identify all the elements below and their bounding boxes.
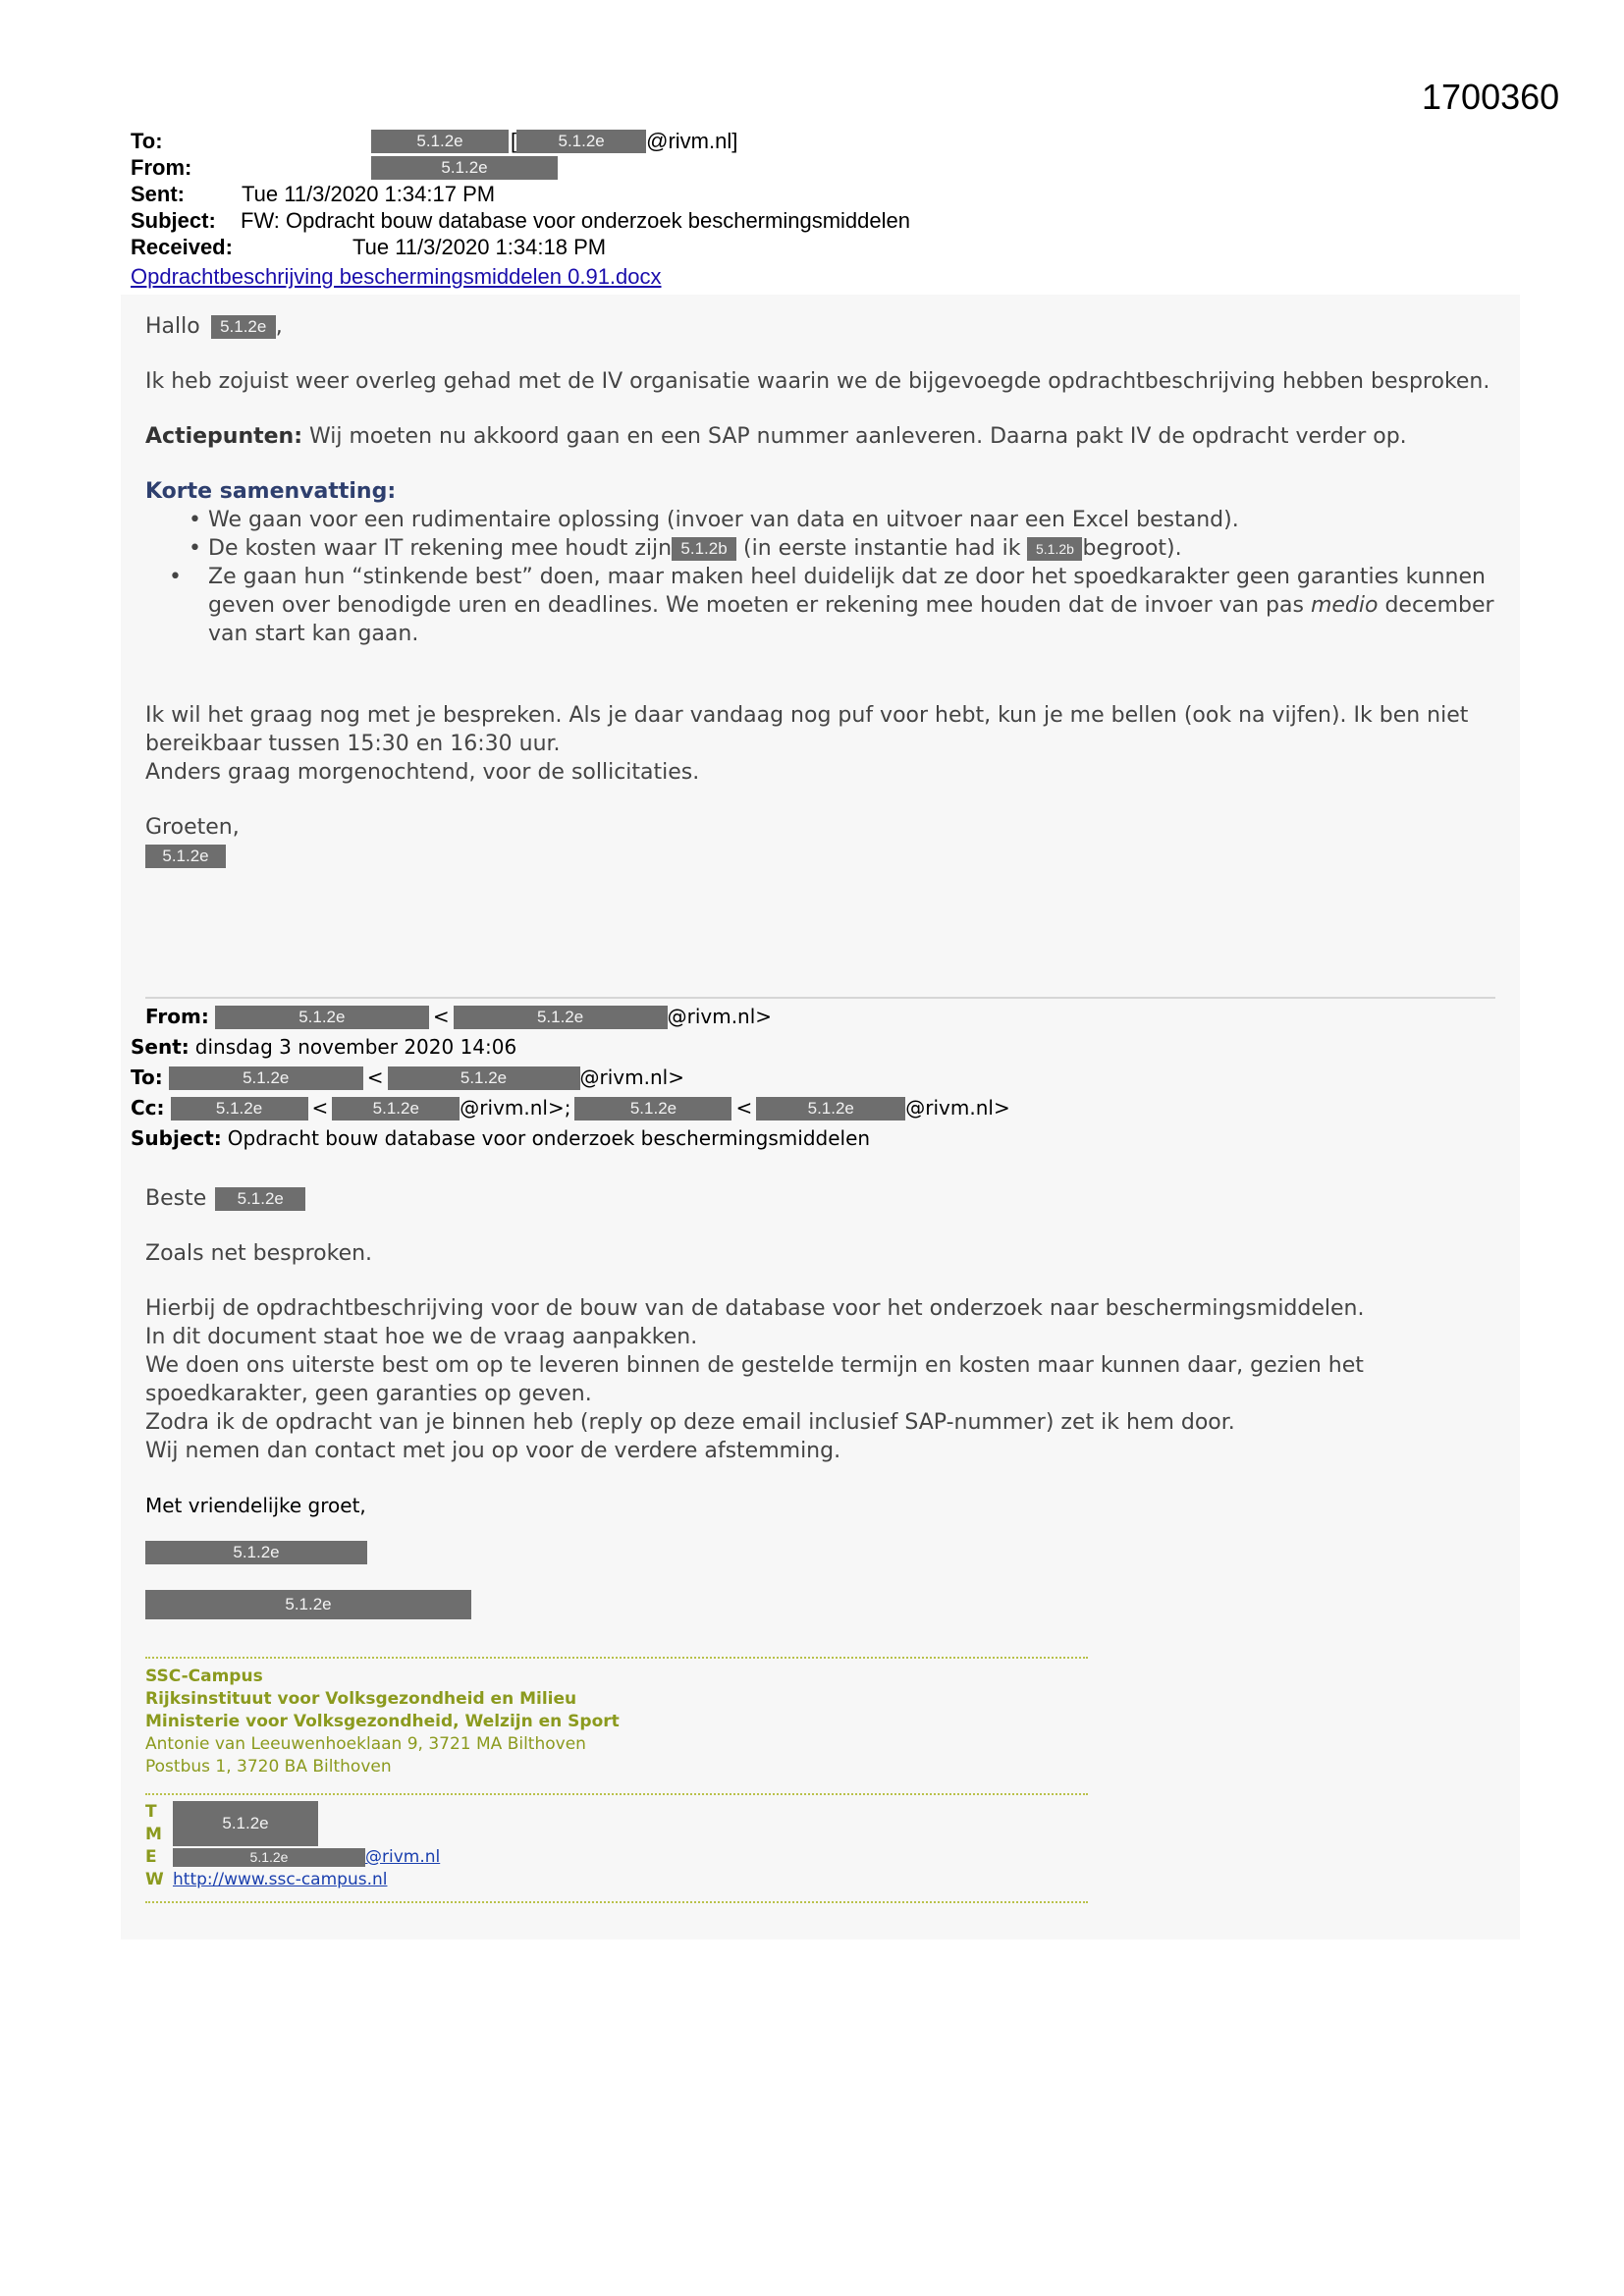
actions-paragraph: [145, 422, 1505, 451]
bullet-emphasis: medio: [1310, 593, 1379, 618]
attachment-link[interactable]: Opdrachtbeschrijving beschermingsmiddelen 0.91.docx: [131, 264, 662, 289]
original-paragraph: In dit document staat hoe we de vraag aanpakken.: [145, 1325, 698, 1349]
from-label: From:: [145, 1005, 209, 1028]
signature-contact: [145, 1801, 440, 1891]
contact-label: E: [145, 1847, 157, 1867]
reply-greeting: [145, 312, 1505, 341]
redaction-box: 5.1.2b: [1027, 537, 1082, 561]
header-sent-row: [131, 181, 910, 207]
redaction-box: 5.1.2b: [672, 537, 736, 561]
subject-value: FW: Opdracht bouw database voor onderzoek beschermingsmiddelen: [241, 208, 910, 233]
signature-divider: [145, 1901, 1088, 1903]
signature-block: [145, 1666, 620, 1778]
redaction-box: 5.1.2e: [371, 156, 558, 180]
original-paragraph: Zoals net besproken.: [145, 1241, 373, 1266]
original-message: [145, 1184, 1505, 1619]
from-domain: @rivm.nl>: [667, 1005, 773, 1028]
cc-domain: @rivm.nl>: [905, 1096, 1010, 1120]
list-item: [189, 563, 1505, 648]
signature-org: SSC-Campus: [145, 1667, 263, 1686]
to-domain: @rivm.nl>: [579, 1066, 684, 1089]
original-title: [145, 1590, 1505, 1619]
angle-bracket: <: [311, 1096, 329, 1120]
contact-row-w: [145, 1869, 440, 1891]
forward-subject-row: [131, 1123, 1010, 1154]
angle-bracket: <: [366, 1066, 384, 1089]
sent-value: dinsdag 3 november 2020 14:06: [194, 1035, 517, 1059]
redaction-box: 5.1.2e: [454, 1006, 668, 1029]
redaction-box: 5.1.2e: [173, 1801, 318, 1846]
received-value: Tue 11/3/2020 1:34:18 PM: [352, 235, 607, 259]
original-paragraph: We doen ons uiterste best om op te leveren binnen de gestelde termijn en kosten maar kunnen daar, gezien het spoedkarakter, geen garanties op geven.: [145, 1353, 1364, 1406]
redaction-box: 5.1.2e: [145, 845, 226, 868]
signature-org: Rijksinstituut voor Volksgezondheid en Milieu: [145, 1689, 577, 1709]
sent-value: Tue 11/3/2020 1:34:17 PM: [242, 182, 496, 206]
header-subject-row: [131, 207, 910, 234]
bullet-text: december van start kan gaan.: [208, 593, 1494, 646]
original-closing: Met vriendelijke groet,: [145, 1494, 366, 1517]
bullet-text: De kosten waar IT rekening mee houdt zijn: [208, 536, 673, 561]
contact-label: W: [145, 1870, 164, 1889]
reply-paragraph: Ik heb zojuist weer overleg gehad met de IV organisatie waarin we de bijgevoegde opdrachtbeschrijving hebben besproken.: [145, 369, 1490, 394]
sent-label: Sent:: [131, 182, 185, 206]
document-number: 1700360: [1422, 77, 1560, 117]
angle-bracket: <: [432, 1005, 450, 1028]
redaction-box: 5.1.2e: [169, 1066, 363, 1090]
subject-label: Subject:: [131, 208, 216, 233]
signature-address: Postbus 1, 3720 BA Bilthoven: [145, 1757, 392, 1777]
redaction-box: 5.1.2e: [516, 130, 646, 153]
reply-message: [145, 312, 1505, 870]
subject-label: Subject:: [131, 1126, 222, 1150]
sent-label: Sent:: [131, 1035, 189, 1059]
contact-label: M: [145, 1825, 162, 1844]
redaction-box: 5.1.2e: [371, 130, 509, 153]
email-header: [131, 128, 910, 260]
forward-from-row: [131, 1002, 1010, 1032]
original-paragraph: Zodra ik de opdracht van je binnen heb (reply op deze email inclusief SAP-nummer) zet ik hem door.: [145, 1410, 1235, 1435]
redaction-box: 5.1.2e: [171, 1097, 308, 1121]
bullet-text: (in eerste instantie had ik: [736, 536, 1028, 561]
bullet-text: begroot).: [1082, 536, 1182, 561]
redaction-box: 5.1.2e: [145, 1541, 367, 1564]
cc-domain: @rivm.nl>;: [460, 1096, 571, 1120]
greeting-comma: ,: [275, 314, 283, 339]
forward-sent-row: [131, 1032, 1010, 1063]
contact-label: T: [145, 1802, 157, 1822]
actions-label: Actiepunten:: [145, 424, 303, 449]
summary-heading: Korte samenvatting:: [145, 479, 397, 504]
cc-label: Cc:: [131, 1096, 165, 1120]
list-item: • We gaan voor een rudimentaire oplossing (invoer van data en uitvoer naar een Excel bestand).: [208, 506, 1505, 534]
list-item: [208, 534, 1505, 563]
to-label: To:: [131, 1066, 163, 1089]
redaction-box: 5.1.2e: [215, 1187, 305, 1211]
redaction-box: 5.1.2e: [756, 1097, 905, 1121]
redaction-box: 5.1.2e: [574, 1097, 731, 1121]
redaction-box: 5.1.2e: [215, 1006, 429, 1029]
email-link[interactable]: @rivm.nl: [365, 1847, 441, 1867]
forward-to-row: [131, 1063, 1010, 1093]
greeting-text: Beste: [145, 1186, 207, 1211]
header-to-row: [131, 128, 910, 154]
to-label: To:: [131, 129, 163, 153]
angle-bracket: <: [735, 1096, 753, 1120]
website-link[interactable]: http://www.ssc-campus.nl: [173, 1870, 388, 1889]
redaction-box: 5.1.2e: [173, 1848, 365, 1867]
actions-text: Wij moeten nu akkoord gaan en een SAP nummer aanleveren. Daarna pakt IV de opdracht verder op.: [302, 424, 1407, 449]
reply-paragraph: Anders graag morgenochtend, voor de sollicitaties.: [145, 760, 700, 785]
subject-value: Opdracht bouw database voor onderzoek beschermingsmiddelen: [227, 1126, 871, 1150]
redaction-box: 5.1.2e: [145, 1590, 471, 1619]
original-greeting: [145, 1184, 1505, 1213]
to-bracket: [: [511, 129, 517, 153]
header-received-row: [131, 234, 910, 260]
forward-header: [131, 1002, 1010, 1154]
bullet-text: Ze gaan hun “stinkende best” doen, maar maken heel duidelijk dat ze door het spoedkarakter geen garanties kunnen geven over benodigde uren en deadlines. We moeten er rekening mee houden dat de invoer van pas: [208, 565, 1486, 618]
redaction-box: 5.1.2e: [388, 1066, 580, 1090]
signature-org: Ministerie voor Volksgezondheid, Welzijn en Sport: [145, 1712, 620, 1731]
original-name: [145, 1538, 1505, 1566]
signature-address: Antonie van Leeuwenhoeklaan 9, 3721 MA Bilthoven: [145, 1734, 586, 1754]
redaction-box: 5.1.2e: [332, 1097, 460, 1121]
from-label: From:: [131, 155, 192, 180]
greeting-text: Hallo: [145, 314, 200, 339]
signature-divider: [145, 1793, 1088, 1795]
forward-cc-row: [131, 1093, 1010, 1123]
received-label: Received:: [131, 235, 233, 259]
reply-paragraph: Ik wil het graag nog met je bespreken. Als je daar vandaag nog puf voor hebt, kun je me bellen (ook na vijfen). Ik ben niet bereikbaar tussen 15:30 en 16:30 uur.: [145, 703, 1469, 756]
to-domain: @rivm.nl]: [646, 129, 738, 153]
signature-divider: [145, 1657, 1088, 1659]
original-paragraph: Hierbij de opdrachtbeschrijving voor de bouw van de database voor het onderzoek naar beschermingsmiddelen.: [145, 1296, 1365, 1321]
original-paragraph: Wij nemen dan contact met jou op voor de verdere afstemming.: [145, 1439, 841, 1463]
reply-signature: [145, 842, 1505, 870]
redaction-box: 5.1.2e: [211, 315, 276, 339]
header-from-row: [131, 154, 910, 181]
summary-list: [145, 506, 1505, 648]
reply-closing: Groeten,: [145, 815, 240, 840]
contact-row-e: [145, 1846, 440, 1869]
message-divider: [145, 997, 1495, 999]
